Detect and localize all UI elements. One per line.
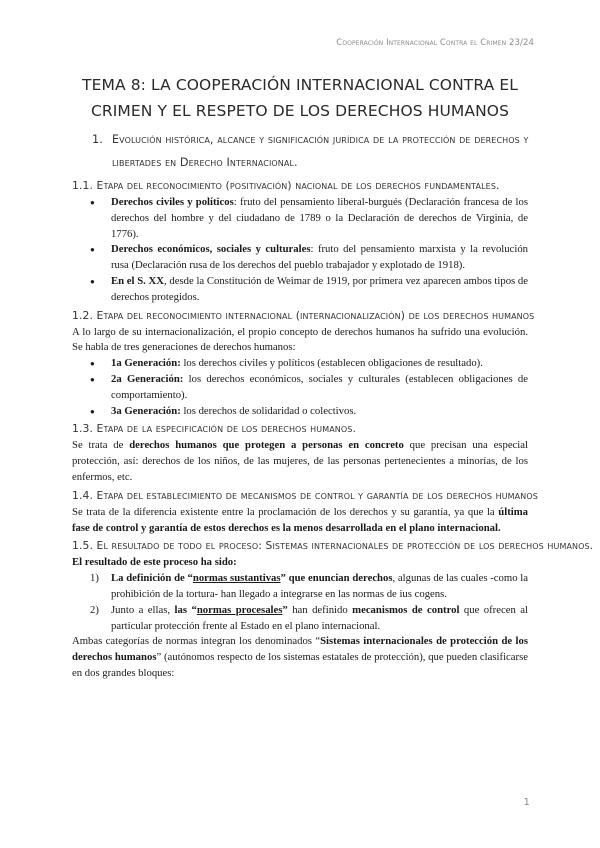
paragraph-text: Ambas categorías de normas integran los denominados “ <box>72 635 321 648</box>
list-item-text: , algunas de las cuales -como la prohibición de la tortura- han llegado a integrarse en las normas de ius cogens. <box>111 572 528 600</box>
subsection-1-3-heading: 1.3. Etapa de la especificación de los derechos humanos. <box>72 422 356 436</box>
subsection-1-5-lead <box>72 555 528 571</box>
list-item-bold: Derechos civiles y políticos <box>111 196 234 208</box>
paragraph-bold: Sistemas internacionales de protección de los derechos humanos <box>72 635 528 664</box>
list-item-text: han definido <box>287 603 353 616</box>
subsection-1-4-paragraph <box>72 505 528 537</box>
list-item-text: , desde la Constitución de Weimar de 1919, por primera vez aparecen ambos tipos de derechos protegidos. <box>111 274 529 303</box>
list-number: 2) <box>90 603 99 616</box>
paragraph-text: Se trata de la diferencia existente entre la proclamación de los derechos y su garantía, ya que la <box>72 505 499 518</box>
list-item-bold: mecanismos de control <box>352 603 460 616</box>
subsection-1-2-heading: 1.2. Etapa del reconocimiento internacional (internacionalización) de los derechos humanos <box>72 308 535 322</box>
list-item-bold: ” que enuncian derechos <box>280 572 393 585</box>
result-list <box>72 571 528 634</box>
list-item <box>111 242 528 274</box>
list-item-bold: Derechos económicos, sociales y culturales <box>111 243 311 256</box>
list-item-text: que ofrecen al particular protección frente al Estado en el plano internacional. <box>111 603 528 632</box>
paragraph-text: ” (autónomos respecto de los sistemas estatales de protección), que pueden clasificarse en dos grandes bloques: <box>72 651 528 679</box>
list-item-bold: 3a Generación: <box>111 404 181 417</box>
subsection-1-5-heading: 1.5. El resultado de todo el proceso: Sistemas internacionales de protección de los derechos humanos. <box>72 539 594 553</box>
list-item-text: : fruto del pensamiento liberal-burgués (Declaración francesa de los derechos del hombre y del ciudadano de 1789 o la Declaración de derechos de Virginia, de 1776). <box>111 196 528 240</box>
paragraph-text: que precisan una especial protección, así: derechos de los niños, de las mujeres, de las personas pertenecientes a minorías, de los enfermos, etc. <box>72 439 528 483</box>
list-number: 1) <box>90 572 99 585</box>
paragraph-bold: derechos humanos que protegen a personas en concreto <box>129 439 404 452</box>
list-item-text: los derechos de solidaridad o colectivos. <box>180 404 357 417</box>
list-item-bold: En el S. XX <box>111 274 164 287</box>
list-item-bold: ” <box>282 603 288 616</box>
page-number: 1 <box>523 797 530 808</box>
list-item-underlined: normas sustantivas <box>192 572 281 585</box>
document-body <box>72 176 594 682</box>
list-item-text: los derechos civiles y políticos (establecen obligaciones de resultado). <box>180 357 483 370</box>
subsection-1-2-intro: A lo largo de su internacionalización, el propio concepto de derechos humanos ha sufrido una evolución. Se habla de tres generaciones de derechos humanos: <box>72 325 528 354</box>
list-item-text: Junto a ellas, <box>111 603 175 616</box>
running-header: Cooperación Internacional Contra el Crimen 23/24 <box>336 38 534 48</box>
list-item <box>111 404 528 420</box>
list-item-text: : fruto del pensamiento marxista y la revolución rusa (Declaración rusa de los derechos del pueblo trabajador y explotado de 1918). <box>111 243 529 272</box>
paragraph-bold: El resultado de este proceso ha sido: <box>72 556 237 569</box>
page-title: TEMA 8: LA COOPERACIÓN INTERNACIONAL CONTRA EL CRIMEN Y EL RESPETO DE LOS DERECHOS HUMANOS <box>82 76 518 120</box>
list-item <box>111 356 528 372</box>
list-item <box>90 603 528 635</box>
subsection-1-1-list <box>72 195 528 306</box>
subsection-1-5-final <box>72 634 528 681</box>
list-item <box>90 571 528 603</box>
list-item-bold: 2a Generación: <box>111 372 184 385</box>
generations-list <box>72 356 528 419</box>
section-1-heading <box>92 128 532 174</box>
subsection-1-1-heading: 1.1. Etapa del reconocimiento (positivación) nacional de los derechos fundamentales. <box>72 179 500 192</box>
section-1-text: Evolución histórica, alcance y significación jurídica de la protección de derechos y libertades en Derecho Internacional. <box>112 133 529 169</box>
subsection-1-4-heading: 1.4. Etapa del establecimiento de mecanismos de control y garantía de los derechos humanos <box>72 488 538 502</box>
list-item-bold: 1a Generación: <box>111 357 181 370</box>
list-item <box>111 195 528 242</box>
list-item-bold: La definición de “ <box>111 572 193 585</box>
paragraph-text: Se trata de <box>72 439 130 452</box>
list-item <box>111 372 528 404</box>
paragraph-bold: última fase de control y garantía de estos derechos es la menos desarrollada en el plano internacional. <box>72 505 528 534</box>
subsection-1-3-paragraph <box>72 438 528 485</box>
list-item-underlined: normas procesales <box>196 603 283 616</box>
list-item-bold: las “ <box>174 603 197 616</box>
list-item-text: los derechos económicos, sociales y culturales (establecen obligaciones de comportamiento). <box>111 372 528 401</box>
section-1-number: 1. <box>92 133 103 146</box>
list-item <box>111 274 528 306</box>
